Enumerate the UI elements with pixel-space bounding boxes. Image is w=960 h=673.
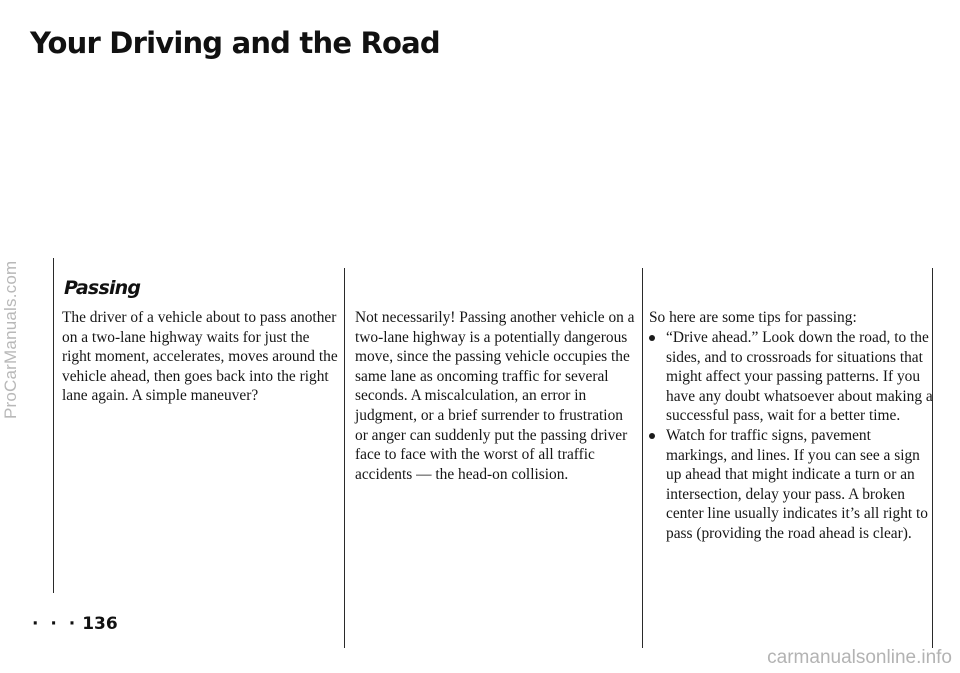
- tip-text: Watch for traffic signs, pavement markings, and lines. If you can see a sign up ahead that might indicate a turn or an intersection, delay your pass. A broken center line usually indicates it’s all right to pass (providing the road ahead is clear).: [666, 426, 929, 542]
- tip-text: “Drive ahead.” Look down the road, to the sides, and to crossroads for situations that might affect your passing patterns. If you have any doubt whatsoever about making a successful pass, wait for a better time.: [666, 329, 933, 425]
- column-divider-2: [642, 268, 643, 648]
- tips-list: [649, 328, 933, 544]
- bullet-icon: [649, 433, 655, 439]
- column-2-paragraph: Not necessarily! Passing another vehicle on a two-lane highway is a potentially dangerous move, since the passing vehicle occupies the same lane as oncoming traffic for several seconds. A miscalculation, an error in judgment, or a brief surrender to frustration or anger can suddenly put the passing driver face to face with the worst of all traffic accidents — the head-on collision.: [355, 309, 635, 483]
- column-3-intro: So here are some tips for passing:: [649, 309, 857, 326]
- page-title: Your Driving and the Road: [30, 26, 440, 60]
- list-item: [649, 426, 933, 544]
- column-1-paragraph: The driver of a vehicle about to pass another on a two-lane highway waits for just the right moment, accelerates, moves around the vehicle ahead, then goes back into the right lane again. A simple maneuver?: [62, 309, 338, 405]
- section-heading: Passing: [64, 277, 141, 299]
- list-item: [649, 328, 933, 426]
- left-margin-rule: [53, 258, 54, 593]
- bullet-icon: [649, 335, 655, 341]
- side-watermark: ProCarManuals.com: [1, 260, 20, 420]
- page-number-dots: · · ·: [32, 614, 79, 634]
- page-number: 136: [82, 614, 118, 634]
- page-footer: [32, 614, 118, 634]
- bottom-watermark: carmanualsonline.info: [767, 647, 952, 668]
- column-divider-1: [344, 268, 345, 648]
